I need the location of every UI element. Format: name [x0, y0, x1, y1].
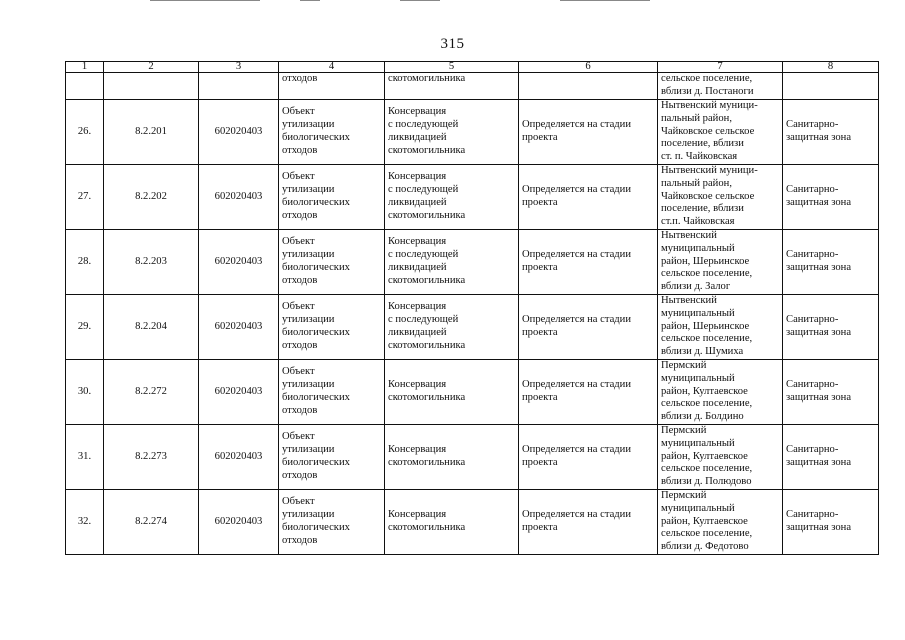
cell-number: 27.	[66, 165, 104, 230]
cell-empty	[783, 73, 879, 100]
column-number: 5	[385, 62, 519, 73]
cell-number: 26.	[66, 100, 104, 165]
table-row	[66, 165, 879, 230]
cell-classifier-code: 602020403	[199, 165, 279, 230]
cell-empty	[199, 73, 279, 100]
cell-object-name: Объект утилизации биологических отходов	[279, 490, 385, 555]
cell-location: Пермский муниципальный район, Култаевское сельское поселение, вблизи д. Полюдово	[658, 425, 783, 490]
cell-measure: Консервация с последующей ликвидацией скотомогильника	[385, 100, 519, 165]
cell-number: 31.	[66, 425, 104, 490]
cell-zone: Санитарно- защитная зона	[783, 100, 879, 165]
cell-measure: Консервация с последующей ликвидацией скотомогильника	[385, 295, 519, 360]
cell-measure-continued: скотомогильника	[385, 73, 519, 100]
scan-top-edge	[0, 0, 905, 2]
cell-code: 8.2.202	[104, 165, 199, 230]
cell-zone: Санитарно- защитная зона	[783, 165, 879, 230]
cell-object-name: Объект утилизации биологических отходов	[279, 165, 385, 230]
continuation-row	[66, 73, 879, 100]
table-row	[66, 425, 879, 490]
cell-area: Определяется на стадии проекта	[519, 165, 658, 230]
cell-measure: Консервация скотомогильника	[385, 360, 519, 425]
cell-area: Определяется на стадии проекта	[519, 490, 658, 555]
cell-measure: Консервация с последующей ликвидацией скотомогильника	[385, 165, 519, 230]
cell-area: Определяется на стадии проекта	[519, 360, 658, 425]
cell-measure: Консервация с последующей ликвидацией скотомогильника	[385, 230, 519, 295]
table-row	[66, 230, 879, 295]
cell-area: Определяется на стадии проекта	[519, 295, 658, 360]
cell-measure: Консервация скотомогильника	[385, 490, 519, 555]
cell-classifier-code: 602020403	[199, 295, 279, 360]
cell-measure: Консервация скотомогильника	[385, 425, 519, 490]
cell-zone: Санитарно- защитная зона	[783, 490, 879, 555]
table-row	[66, 490, 879, 555]
cell-zone: Санитарно- защитная зона	[783, 295, 879, 360]
column-number: 1	[66, 62, 104, 73]
table-row	[66, 295, 879, 360]
column-number: 2	[104, 62, 199, 73]
cell-object-name: Объект утилизации биологических отходов	[279, 425, 385, 490]
cell-object-name: Объект утилизации биологических отходов	[279, 230, 385, 295]
cell-area: Определяется на стадии проекта	[519, 425, 658, 490]
cell-location: Нытвенский муниципальный район, Шерьинское сельское поселение, вблизи д. Шумиха	[658, 295, 783, 360]
cell-code: 8.2.203	[104, 230, 199, 295]
objects-table	[65, 61, 879, 555]
cell-object-name: Объект утилизации биологических отходов	[279, 295, 385, 360]
cell-classifier-code: 602020403	[199, 230, 279, 295]
cell-object-name: Объект утилизации биологических отходов	[279, 100, 385, 165]
cell-object-name: Объект утилизации биологических отходов	[279, 360, 385, 425]
cell-location: Нытвенский муниципальный район, Шерьинское сельское поселение, вблизи д. Залог	[658, 230, 783, 295]
table-row	[66, 360, 879, 425]
cell-location-continued: сельское поселение, вблизи д. Постаноги	[658, 73, 783, 100]
cell-number: 28.	[66, 230, 104, 295]
cell-code: 8.2.272	[104, 360, 199, 425]
cell-classifier-code: 602020403	[199, 360, 279, 425]
cell-number: 30.	[66, 360, 104, 425]
cell-location: Пермский муниципальный район, Култаевское сельское поселение, вблизи д. Болдино	[658, 360, 783, 425]
cell-location: Пермский муниципальный район, Култаевское сельское поселение, вблизи д. Федотово	[658, 490, 783, 555]
cell-code: 8.2.274	[104, 490, 199, 555]
cell-empty	[519, 73, 658, 100]
column-number-row	[66, 62, 879, 73]
cell-zone: Санитарно- защитная зона	[783, 360, 879, 425]
cell-number: 32.	[66, 490, 104, 555]
cell-zone: Санитарно- защитная зона	[783, 230, 879, 295]
column-number: 7	[658, 62, 783, 73]
cell-code: 8.2.204	[104, 295, 199, 360]
cell-location: Нытвенский муници- пальный район, Чайковское сельское поселение, вблизи ст.п. Чайковская	[658, 165, 783, 230]
cell-code: 8.2.201	[104, 100, 199, 165]
cell-area: Определяется на стадии проекта	[519, 230, 658, 295]
cell-object-continued: отходов	[279, 73, 385, 100]
column-number: 6	[519, 62, 658, 73]
page-number: 315	[440, 36, 465, 52]
cell-area: Определяется на стадии проекта	[519, 100, 658, 165]
table-row	[66, 100, 879, 165]
cell-location: Нытвенский муници- пальный район, Чайковское сельское поселение, вблизи ст. п. Чайковская	[658, 100, 783, 165]
column-number: 8	[783, 62, 879, 73]
cell-classifier-code: 602020403	[199, 490, 279, 555]
cell-classifier-code: 602020403	[199, 100, 279, 165]
column-number: 4	[279, 62, 385, 73]
cell-zone: Санитарно- защитная зона	[783, 425, 879, 490]
column-number: 3	[199, 62, 279, 73]
cell-number: 29.	[66, 295, 104, 360]
cell-classifier-code: 602020403	[199, 425, 279, 490]
cell-empty	[104, 73, 199, 100]
cell-empty	[66, 73, 104, 100]
cell-code: 8.2.273	[104, 425, 199, 490]
